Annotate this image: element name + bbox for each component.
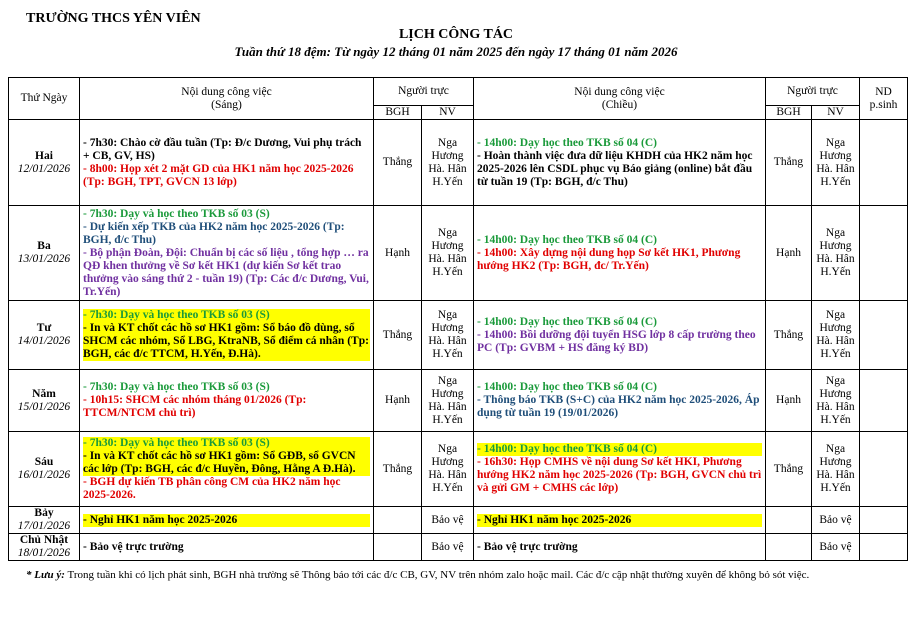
staff-name: H.Yến — [820, 348, 851, 360]
nd-cell — [860, 534, 908, 561]
staff-name: Hà. Hân — [816, 400, 855, 413]
staff-name: H.Yến — [432, 175, 463, 188]
day-cell — [9, 301, 80, 370]
nv-afternoon — [812, 534, 860, 561]
staff-name: Hà. Hân — [428, 335, 467, 347]
day-cell — [9, 534, 80, 561]
task-item: - 14h00: Dạy học theo TKB số 04 (C) — [477, 315, 657, 328]
nv-afternoon — [812, 301, 860, 370]
task-item: - 7h30: Dạy và học theo TKB số 03 (S) — [83, 309, 370, 322]
nv-morning — [422, 432, 474, 507]
day-date: 17/01/2026 — [17, 520, 71, 532]
staff-name: Nga — [437, 227, 458, 239]
nv-morning — [422, 206, 474, 301]
bgh-afternoon: Thắng — [766, 301, 812, 370]
staff-name: Nga — [437, 309, 458, 321]
task-item: - 14h00: Bồi dưỡng đội tuyển HSG lớp 8 cấp trường theo PC (Tp: GVBM + HS đăng ký BD) — [477, 328, 756, 354]
staff-name: Nga — [437, 443, 458, 455]
task-item: - 8h00: Họp xét 2 mặt GD của HK1 năm học 2025-2026 (Tp: BGH, TPT, GVCN 13 lớp) — [83, 162, 354, 188]
table-row — [9, 534, 908, 561]
task-item: - Hoàn thành việc đưa dữ liệu KHDH của HK2 năm học 2025-2026 lên CSDL phục vụ Báo giảng (online) bắt đầu từ tuần 19 (Tp: BGH, đ/c Thu) — [477, 149, 753, 188]
col-header-day: Thứ Ngày — [9, 78, 80, 120]
day-cell — [9, 120, 80, 206]
task-item: - 14h00: Xây dựng nội dung họp Sơ kết HK1, Phương hướng HK2 (Tp: BGH, đc/ Tr.Yến) — [477, 246, 741, 272]
nd-cell — [860, 120, 908, 206]
staff-name: Hà. Hân — [428, 253, 467, 265]
page-subtitle: Tuần thứ 18 đệm: Từ ngày 12 tháng 01 năm 2025 đến ngày 17 tháng 01 năm 2026 — [234, 44, 678, 59]
staff-name: Nga — [825, 227, 846, 239]
bgh-afternoon — [766, 507, 812, 534]
col-header-nv: NV — [812, 106, 860, 120]
nv-morning — [422, 370, 474, 432]
nd-cell — [860, 206, 908, 301]
bgh-morning: Hạnh — [374, 370, 422, 432]
table-row — [9, 432, 908, 507]
col-header-nv: NV — [422, 106, 474, 120]
day-date: 15/01/2026 — [17, 400, 71, 413]
afternoon-content — [474, 534, 766, 561]
staff-name: Hương — [819, 322, 852, 334]
day-name: Chủ Nhật — [19, 534, 69, 546]
col-header-nd: ND p.sinh — [860, 78, 908, 120]
afternoon-content — [474, 432, 766, 507]
staff-name: H.Yến — [432, 348, 463, 360]
bgh-morning: Hạnh — [374, 206, 422, 301]
afternoon-content — [474, 120, 766, 206]
day-cell — [9, 507, 80, 534]
day-date: 14/01/2026 — [17, 335, 71, 347]
page-title: LỊCH CÔNG TÁC — [398, 27, 514, 42]
nv-morning — [422, 120, 474, 206]
task-item: - 7h30: Chào cờ đầu tuần (Tp: Đ/c Dương, Vui phụ trách + CB, GV, HS) — [83, 136, 362, 162]
bgh-afternoon: Hạnh — [766, 370, 812, 432]
col-header-bgh: BGH — [766, 106, 812, 120]
day-date: 12/01/2026 — [17, 162, 71, 175]
staff-name: H.Yến — [432, 413, 463, 426]
col-header-duty-morning: Người trực — [374, 78, 474, 106]
task-item: - 14h00: Dạy học theo TKB số 04 (C) — [477, 381, 657, 393]
day-cell — [9, 432, 80, 507]
staff-name: H.Yến — [820, 266, 851, 278]
task-item: - In và KT chốt các hồ sơ HK1 gồm: Sổ GĐB, sổ GVCN các lớp (Tp: BGH, các đ/c Huyền, Đông, Hằng A Đ.Hà). — [83, 450, 370, 476]
col-header-duty-afternoon: Người trực — [766, 78, 860, 106]
task-item: - Bộ phận Đoàn, Đội: Chuẩn bị các số liệu , tổng hợp … ra QĐ khen thưởng về Sơ kết HK1 (dự kiến Sơ kết trao thưởng vào sáng thứ 2 - tuần 19) (Tp: Các đ/c Dương, Vui, Tr.Yến) — [83, 246, 369, 298]
nv-morning — [422, 534, 474, 561]
staff-name: Nga — [437, 136, 458, 149]
morning-content — [80, 432, 374, 507]
task-item: - 16h30: Họp CMHS về nội dung Sơ kết HKI, Phương hướng HK2 năm học 2025-2026 (Tp: BGH, GVCN chủ trì và gửi GM + CMHS các lớp) — [477, 456, 762, 494]
staff-name: Nga — [825, 309, 846, 321]
bgh-afternoon: Hạnh — [766, 206, 812, 301]
morning-content — [80, 370, 374, 432]
nv-afternoon — [812, 120, 860, 206]
day-name: Hai — [35, 149, 53, 162]
nv-morning — [422, 301, 474, 370]
staff-name: Nga — [825, 374, 846, 387]
bgh-afternoon — [766, 534, 812, 561]
nd-cell — [860, 432, 908, 507]
staff-name: Nga — [825, 136, 846, 149]
bgh-morning: Thắng — [374, 432, 422, 507]
staff-name: Hương — [819, 149, 852, 162]
bgh-morning: Thắng — [374, 120, 422, 206]
staff-name: Hà. Hân — [428, 400, 467, 413]
nv-afternoon — [812, 432, 860, 507]
day-name: Ba — [37, 240, 51, 252]
staff-name: Hương — [431, 456, 464, 468]
day-name: Sáu — [34, 456, 54, 468]
staff-name: Hà. Hân — [428, 162, 467, 175]
staff-name: H.Yến — [432, 266, 463, 278]
task-item: - 14h00: Dạy học theo TKB số 04 (C) — [477, 443, 762, 456]
staff-name: H.Yến — [820, 175, 851, 188]
staff-name: Hà. Hân — [816, 253, 855, 265]
nv-morning — [422, 507, 474, 534]
task-item: - Nghỉ HK1 năm học 2025-2026 — [83, 514, 370, 527]
nv-afternoon — [812, 370, 860, 432]
task-item: - Bảo vệ trực trường — [477, 540, 578, 553]
staff-name: Nga — [825, 443, 846, 455]
table-row — [9, 507, 908, 534]
table-row — [9, 370, 908, 432]
bgh-morning — [374, 534, 422, 561]
col-header-afternoon: Nội dung công việc (Chiều) — [474, 78, 766, 120]
day-name: Năm — [32, 387, 56, 400]
staff-name: Hà. Hân — [816, 469, 855, 481]
task-item: - Thông báo TKB (S+C) của HK2 năm học 2025-2026, Áp dụng từ tuần 19 (19/01/2026) — [477, 394, 760, 419]
afternoon-content — [474, 301, 766, 370]
task-item: - BGH dự kiến TB phân công CM của HK2 năm học 2025-2026. — [83, 475, 341, 501]
staff-name: Hương — [431, 149, 464, 162]
staff-name: Hương — [431, 240, 464, 252]
footer-note: * Lưu ý: Trong tuần khi có lịch phát sinh, BGH nhà trường sẽ Thông báo tới các đ/c CB, GV, NV trên nhóm zalo hoặc mail. Các đ/c cập nhật thường xuyên để không bỏ sót việc. — [26, 569, 810, 581]
nd-cell — [860, 370, 908, 432]
task-item: - 7h30: Dạy và học theo TKB số 03 (S) — [83, 207, 270, 220]
day-date: 18/01/2026 — [17, 547, 71, 559]
afternoon-content — [474, 507, 766, 534]
bgh-afternoon: Thắng — [766, 120, 812, 206]
staff-name: Hương — [819, 387, 852, 400]
nv-afternoon — [812, 507, 860, 534]
col-header-morning: Nội dung công việc (Sáng) — [80, 78, 374, 120]
afternoon-content — [474, 206, 766, 301]
staff-name: Bảo vệ — [819, 540, 852, 553]
nv-afternoon — [812, 206, 860, 301]
task-item: - Bảo vệ trực trường — [83, 540, 184, 553]
col-header-bgh: BGH — [374, 106, 422, 120]
staff-name: Hương — [819, 240, 852, 252]
morning-content — [80, 301, 374, 370]
day-date: 13/01/2026 — [17, 253, 71, 265]
schedule-table — [8, 77, 908, 561]
staff-name: H.Yến — [432, 482, 463, 494]
task-item: - Dự kiến xếp TKB của HK2 năm học 2025-2026 (Tp: BGH, đ/c Thu) — [83, 220, 345, 246]
task-item: - 14h00: Dạy học theo TKB số 04 (C) — [477, 233, 657, 246]
day-cell — [9, 206, 80, 301]
staff-name: H.Yến — [820, 482, 851, 494]
table-row — [9, 301, 908, 370]
school-name: TRƯỜNG THCS YÊN VIÊN — [26, 11, 201, 26]
table-row — [9, 206, 908, 301]
task-item: - 7h30: Dạy và học theo TKB số 03 (S) — [83, 381, 270, 393]
bgh-morning — [374, 507, 422, 534]
staff-name: Hà. Hân — [816, 335, 855, 347]
bgh-morning: Thắng — [374, 301, 422, 370]
staff-name: Bảo vệ — [431, 513, 464, 526]
staff-name: Hương — [819, 456, 852, 468]
day-cell — [9, 370, 80, 432]
task-item: - 10h15: SHCM các nhóm tháng 01/2026 (Tp: TTCM/NTCM chủ trì) — [83, 394, 307, 419]
day-name: Tư — [36, 322, 52, 334]
morning-content — [80, 507, 374, 534]
staff-name: Bảo vệ — [819, 513, 852, 526]
staff-name: Hương — [431, 387, 464, 400]
staff-name: Nga — [437, 374, 458, 387]
staff-name: H.Yến — [820, 413, 851, 426]
day-date: 16/01/2026 — [17, 469, 71, 481]
staff-name: Hà. Hân — [428, 469, 467, 481]
task-item: - In và KT chốt các hồ sơ HK1 gồm: Sổ báo đồ dùng, sổ SHCM các nhóm, Sổ LBG, KtraNB, Sổ điểm cá nhân (Tp: BGH, các đ/c TTCM, H.Yến, Đ.Hà). — [83, 322, 369, 360]
day-name: Bảy — [34, 507, 54, 519]
morning-content — [80, 206, 374, 301]
task-item: - 14h00: Dạy học theo TKB số 04 (C) — [477, 136, 657, 149]
task-item: - Nghỉ HK1 năm học 2025-2026 — [477, 514, 762, 527]
staff-name: Hương — [431, 322, 464, 334]
nd-cell — [860, 301, 908, 370]
afternoon-content — [474, 370, 766, 432]
staff-name: Bảo vệ — [431, 540, 464, 553]
nd-cell — [860, 507, 908, 534]
staff-name: Hà. Hân — [816, 162, 855, 175]
table-row — [9, 120, 908, 206]
morning-content — [80, 534, 374, 561]
task-item: - 7h30: Dạy và học theo TKB số 03 (S) — [83, 437, 370, 450]
bgh-afternoon: Thắng — [766, 432, 812, 507]
morning-content — [80, 120, 374, 206]
